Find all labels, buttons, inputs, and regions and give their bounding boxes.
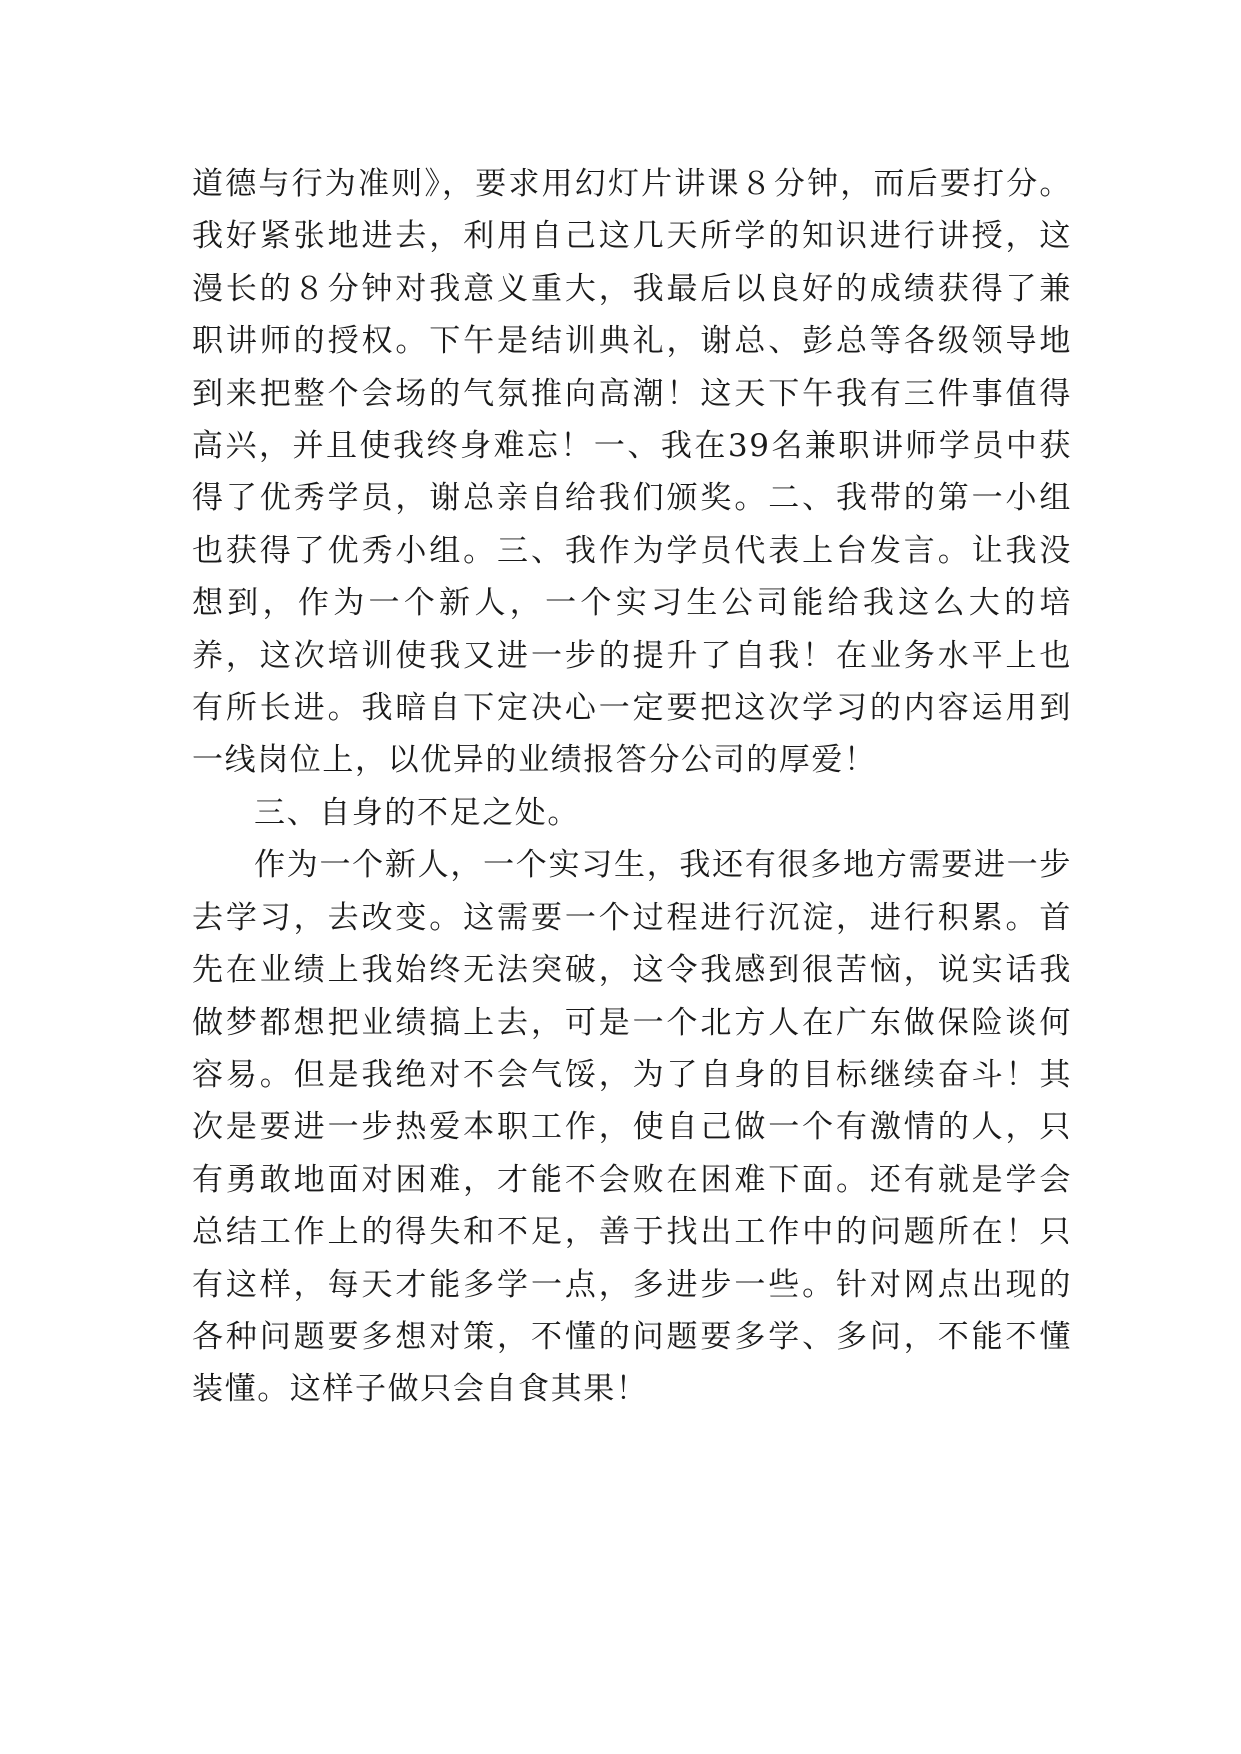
continuation-paragraph: 道德与行为准则》，要求用幻灯片讲课８分钟，而后要打分。我好紧张地进去，利用自己这几天所学的知识进行讲授，这漫长的８分钟对我意义重大，我最后以良好的成绩获得了兼职讲师的授权。下午是结训典礼，谢总、彭总等各级领导地到来把整个会场的气氛推向高潮！这天下午我有三件事值得高兴，并且使我终身难忘！一、我在39名兼职讲师学员中获得了优秀学员，谢总亲自给我们颁奖。二、我带的第一小组也获得了优秀小组。三、我作为学员代表上台发言。让我没想到，作为一个新人，一个实习生公司能给我这么大的培养，这次培训使我又进一步的提升了自我！在业务水平上也有所长进。我暗自下定决心一定要把这次学习的内容运用到一线岗位上，以优异的业绩报答分公司的厚爱！ (192, 166, 1072, 779)
document-body (192, 158, 1072, 1416)
section-paragraph: 作为一个新人，一个实习生，我还有很多地方需要进一步去学习，去改变。这需要一个过程进行沉淀，进行积累。首先在业绩上我始终无法突破，这令我感到很苦恼，说实话我做梦都想把业绩搞上去，可是一个北方人在广东做保险谈何容易。但是我绝对不会气馁，为了自身的目标继续奋斗！其次是要进一步热爱本职工作，使自己做一个有激情的人，只有勇敢地面对困难，才能不会败在困难下面。还有就是学会总结工作上的得失和不足，善于找出工作中的问题所在！只有这样，每天才能多学一点，多进步一些。针对网点出现的各种问题要多想对策，不懂的问题要多学、多问，不能不懂装懂。这样子做只会自食其果！ (192, 847, 1072, 1408)
section-heading: 三、自身的不足之处。 (254, 794, 580, 831)
